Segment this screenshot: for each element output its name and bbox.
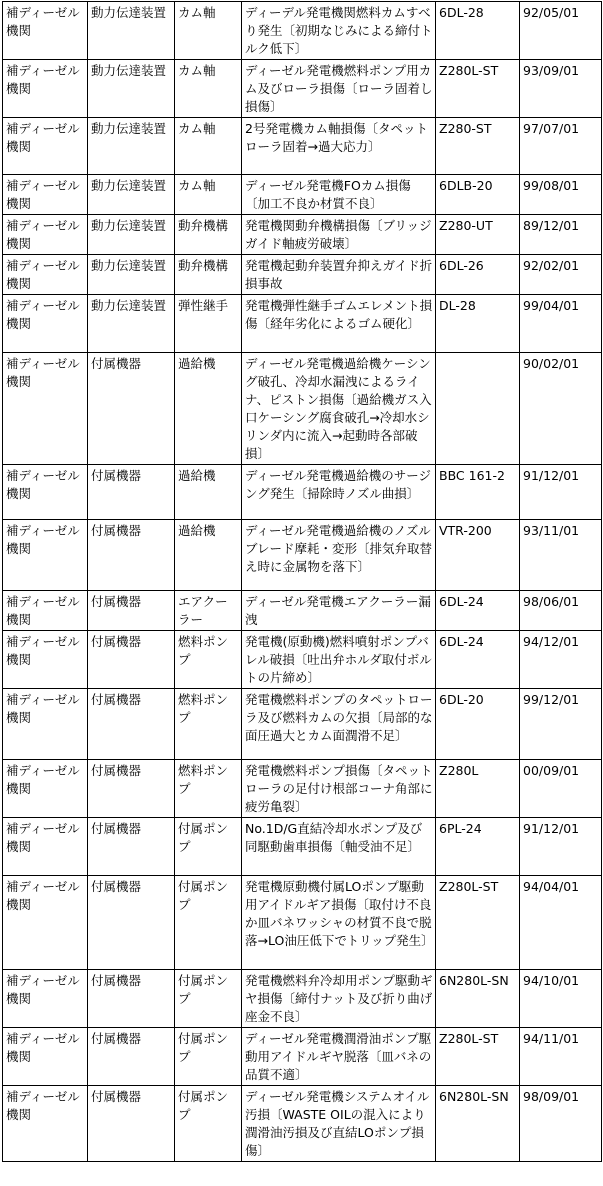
cell-component: 付属ポンプ: [175, 970, 242, 1028]
cell-component: カム軸: [175, 60, 242, 118]
cell-date: 99/04/01: [520, 295, 602, 353]
cell-description: ディーゼル発電機FOカム損傷〔加工不良か材質不良〕: [242, 175, 436, 215]
cell-system: 補ディーゼル機関: [3, 255, 88, 295]
cell-equipment-group: 動力伝達装置: [88, 295, 175, 353]
cell-component: 付属ポンプ: [175, 1086, 242, 1162]
cell-equipment-group: 動力伝達装置: [88, 215, 175, 255]
table-row: [3, 2, 602, 60]
cell-date: 99/08/01: [520, 175, 602, 215]
cell-description: ディーデル発電機関燃料カムすべり発生〔初期なじみによる締付トルク低下〕: [242, 2, 436, 60]
cell-component: 燃料ポンプ: [175, 689, 242, 760]
table-row: [3, 760, 602, 818]
table-row: [3, 818, 602, 876]
cell-date: 92/05/01: [520, 2, 602, 60]
cell-model: 6PL-24: [436, 818, 520, 876]
cell-date: 90/02/01: [520, 353, 602, 465]
cell-date: 94/10/01: [520, 970, 602, 1028]
cell-description: ディーゼル発電機燃料ポンプ用カム及びローラ損傷〔ローラ固着し損傷〕: [242, 60, 436, 118]
cell-system: 補ディーゼル機関: [3, 970, 88, 1028]
table-row: [3, 118, 602, 175]
table-row: [3, 876, 602, 970]
cell-date: 94/04/01: [520, 876, 602, 970]
cell-description: 発電機起動弁装置弁抑えガイド折損事故: [242, 255, 436, 295]
cell-equipment-group: 付属機器: [88, 1086, 175, 1162]
cell-description: ディーゼル発電機システムオイル汚損〔WASTE OILの混入により潤滑油汚損及び直結LOポンプ損傷〕: [242, 1086, 436, 1162]
cell-model: 6DL-26: [436, 255, 520, 295]
cell-model: 6N280L-SN: [436, 970, 520, 1028]
cell-component: 過給機: [175, 353, 242, 465]
cell-component: エアクーラー: [175, 591, 242, 631]
cell-date: 89/12/01: [520, 215, 602, 255]
cell-component: カム軸: [175, 175, 242, 215]
cell-system: 補ディーゼル機関: [3, 591, 88, 631]
cell-component: 動弁機構: [175, 215, 242, 255]
table-row: [3, 520, 602, 591]
cell-description: 2号発電機カム軸損傷〔タペットローラ固着→過大応力〕: [242, 118, 436, 175]
cell-component: 付属ポンプ: [175, 818, 242, 876]
cell-date: 93/11/01: [520, 520, 602, 591]
cell-system: 補ディーゼル機関: [3, 175, 88, 215]
cell-system: 補ディーゼル機関: [3, 818, 88, 876]
cell-equipment-group: 付属機器: [88, 591, 175, 631]
cell-model: Z280L: [436, 760, 520, 818]
cell-model: 6DL-24: [436, 631, 520, 689]
cell-model: BBC 161-2: [436, 465, 520, 520]
cell-date: 94/12/01: [520, 631, 602, 689]
cell-model: 6DL-24: [436, 591, 520, 631]
cell-date: 93/09/01: [520, 60, 602, 118]
cell-equipment-group: 付属機器: [88, 353, 175, 465]
cell-component: カム軸: [175, 118, 242, 175]
cell-system: 補ディーゼル機関: [3, 118, 88, 175]
cell-description: 発電機(原動機)燃料噴射ポンプバレル破損〔吐出弁ホルダ取付ボルトの片締め〕: [242, 631, 436, 689]
cell-equipment-group: 付属機器: [88, 465, 175, 520]
table-row: [3, 591, 602, 631]
cell-system: 補ディーゼル機関: [3, 1086, 88, 1162]
cell-description: 発電機燃料ポンプ損傷〔タペットローラの足付け根部コーナ角部に疲労亀裂〕: [242, 760, 436, 818]
cell-description: 発電機燃料弁冷却用ポンプ駆動ギヤ損傷〔締付ナット及び折り曲げ座金不良〕: [242, 970, 436, 1028]
incident-table-body: [3, 2, 602, 1162]
cell-system: 補ディーゼル機関: [3, 520, 88, 591]
cell-model: DL-28: [436, 295, 520, 353]
table-row: [3, 465, 602, 520]
cell-model: Z280-ST: [436, 118, 520, 175]
cell-component: 弾性継手: [175, 295, 242, 353]
cell-date: 98/09/01: [520, 1086, 602, 1162]
table-row: [3, 631, 602, 689]
cell-model: Z280L-ST: [436, 1028, 520, 1086]
cell-component: 燃料ポンプ: [175, 760, 242, 818]
table-row: [3, 215, 602, 255]
cell-system: 補ディーゼル機関: [3, 760, 88, 818]
cell-component: 過給機: [175, 465, 242, 520]
cell-equipment-group: 付属機器: [88, 818, 175, 876]
cell-component: 過給機: [175, 520, 242, 591]
cell-equipment-group: 動力伝達装置: [88, 175, 175, 215]
cell-system: 補ディーゼル機関: [3, 1028, 88, 1086]
cell-model: [436, 353, 520, 465]
cell-model: 6DLB-20: [436, 175, 520, 215]
cell-model: 6DL-20: [436, 689, 520, 760]
cell-model: Z280L-ST: [436, 60, 520, 118]
cell-equipment-group: 付属機器: [88, 689, 175, 760]
cell-model: VTR-200: [436, 520, 520, 591]
cell-model: 6N280L-SN: [436, 1086, 520, 1162]
cell-equipment-group: 付属機器: [88, 970, 175, 1028]
cell-component: 付属ポンプ: [175, 1028, 242, 1086]
cell-date: 91/12/01: [520, 818, 602, 876]
cell-system: 補ディーゼル機関: [3, 876, 88, 970]
cell-system: 補ディーゼル機関: [3, 465, 88, 520]
cell-system: 補ディーゼル機関: [3, 215, 88, 255]
table-row: [3, 689, 602, 760]
table-row: [3, 353, 602, 465]
cell-component: 動弁機構: [175, 255, 242, 295]
cell-equipment-group: 動力伝達装置: [88, 60, 175, 118]
cell-system: 補ディーゼル機関: [3, 60, 88, 118]
cell-description: 発電機弾性継手ゴムエレメント損傷〔経年劣化によるゴム硬化〕: [242, 295, 436, 353]
cell-description: No.1D/G直結冷却水ポンプ及び同駆動歯車損傷〔軸受油不足〕: [242, 818, 436, 876]
cell-equipment-group: 付属機器: [88, 520, 175, 591]
cell-description: ディーゼル発電機エアクーラー漏洩: [242, 591, 436, 631]
cell-date: 99/12/01: [520, 689, 602, 760]
cell-model: Z280-UT: [436, 215, 520, 255]
cell-equipment-group: 動力伝達装置: [88, 2, 175, 60]
cell-description: 発電機燃料ポンプのタペットローラ及び燃料カムの欠損〔局部的な面圧過大とカム面潤滑不足〕: [242, 689, 436, 760]
cell-model: Z280L-ST: [436, 876, 520, 970]
cell-equipment-group: 付属機器: [88, 876, 175, 970]
cell-component: 付属ポンプ: [175, 876, 242, 970]
cell-system: 補ディーゼル機関: [3, 631, 88, 689]
cell-system: 補ディーゼル機関: [3, 2, 88, 60]
cell-date: 98/06/01: [520, 591, 602, 631]
cell-date: 92/02/01: [520, 255, 602, 295]
cell-description: 発電機関動弁機構損傷〔ブリッジガイド軸疲労破壊〕: [242, 215, 436, 255]
incident-table: [2, 1, 602, 1162]
cell-component: カム軸: [175, 2, 242, 60]
cell-equipment-group: 動力伝達装置: [88, 255, 175, 295]
cell-system: 補ディーゼル機関: [3, 353, 88, 465]
cell-date: 91/12/01: [520, 465, 602, 520]
cell-system: 補ディーゼル機関: [3, 295, 88, 353]
table-row: [3, 60, 602, 118]
table-row: [3, 255, 602, 295]
cell-equipment-group: 付属機器: [88, 1028, 175, 1086]
cell-system: 補ディーゼル機関: [3, 689, 88, 760]
table-row: [3, 295, 602, 353]
cell-date: 97/07/01: [520, 118, 602, 175]
cell-equipment-group: 付属機器: [88, 631, 175, 689]
cell-description: ディーゼル発電機過給機ケーシング破孔、冷却水漏洩によるライナ、ピストン損傷〔過給機ガス入口ケーシング腐食破孔→冷却水シリンダ内に流入→起動時各部破損〕: [242, 353, 436, 465]
cell-description: ディーゼル発電機過給機のサージング発生〔掃除時ノズル曲損〕: [242, 465, 436, 520]
cell-model: 6DL-28: [436, 2, 520, 60]
table-row: [3, 1028, 602, 1086]
table-row: [3, 175, 602, 215]
table-row: [3, 1086, 602, 1162]
cell-description: ディーゼル発電機過給機のノズルブレード摩耗・変形〔排気弁取替え時に金属物を落下〕: [242, 520, 436, 591]
cell-equipment-group: 動力伝達装置: [88, 118, 175, 175]
table-row: [3, 970, 602, 1028]
cell-date: 94/11/01: [520, 1028, 602, 1086]
cell-description: 発電機原動機付属LOポンプ駆動用アイドルギア損傷〔取付け不良か皿バネワッシャの材質不良で脱落→LO油圧低下でトリップ発生〕: [242, 876, 436, 970]
cell-date: 00/09/01: [520, 760, 602, 818]
cell-component: 燃料ポンプ: [175, 631, 242, 689]
cell-equipment-group: 付属機器: [88, 760, 175, 818]
cell-description: ディーゼル発電機潤滑油ポンプ駆動用アイドルギヤ脱落〔皿バネの品質不適〕: [242, 1028, 436, 1086]
